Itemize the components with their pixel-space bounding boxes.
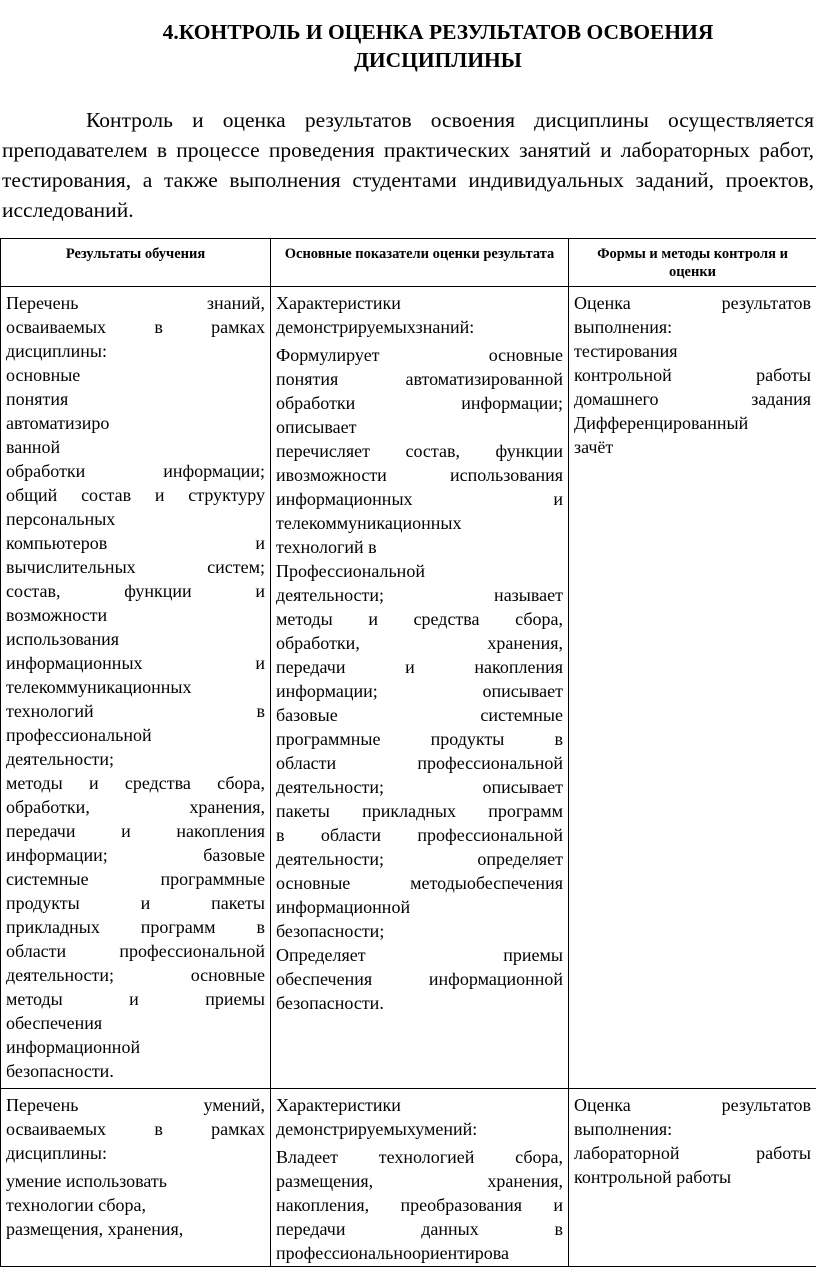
cell-line: безопасности. bbox=[276, 993, 384, 1013]
cell-line: осваиваемых в рамках bbox=[6, 317, 265, 337]
cell-line: понятия автоматизированной bbox=[276, 369, 563, 389]
cell-line: размещения, хранения, bbox=[6, 1219, 184, 1239]
cell-line: Характеристики bbox=[276, 293, 401, 313]
cell-line: безопасности. bbox=[6, 1061, 114, 1081]
cell-line: домашнего задания bbox=[574, 389, 811, 409]
cell-knowledge-results bbox=[1, 287, 271, 1089]
cell-line: обработки информации; bbox=[276, 393, 563, 413]
cell-line: передачи и накопления bbox=[6, 821, 265, 841]
assessment-table bbox=[0, 238, 816, 1267]
cell-line: обеспечения информационной bbox=[276, 969, 563, 989]
cell-line: Оценка результатов bbox=[574, 293, 811, 313]
cell-line: Характеристики bbox=[276, 1095, 401, 1115]
cell-line: технологий в bbox=[276, 537, 377, 557]
cell-line: осваиваемых в рамках bbox=[6, 1119, 265, 1139]
cell-skills-indicators bbox=[271, 1089, 569, 1267]
cell-line: программные продукты в bbox=[276, 729, 563, 749]
cell-line: компьютеров и bbox=[6, 533, 265, 553]
cell-line: Владеет технологией сбора, bbox=[276, 1147, 563, 1167]
cell-line: умение использовать bbox=[6, 1171, 167, 1191]
section-title-line-1: 4.КОНТРОЛЬ И ОЦЕНКА РЕЗУЛЬТАТОВ ОСВОЕНИЯ bbox=[162, 20, 714, 44]
cell-line: обработки, хранения, bbox=[276, 633, 563, 653]
cell-line: информационных и bbox=[6, 653, 265, 673]
cell-line: телекоммуникационных bbox=[6, 677, 192, 697]
cell-line: тестирования bbox=[574, 341, 678, 361]
cell-line: деятельности; основные bbox=[6, 965, 265, 985]
section-title bbox=[0, 18, 816, 74]
cell-line: Оценка результатов bbox=[574, 1095, 811, 1115]
cell-line: выполнения: bbox=[574, 1119, 673, 1139]
cell-line: области профессиональной bbox=[6, 941, 265, 961]
knowledge-results-text bbox=[6, 287, 265, 1083]
cell-line: передачи данных в bbox=[276, 1219, 563, 1239]
cell-line: возможности bbox=[6, 605, 108, 625]
table-row-skills bbox=[1, 1089, 816, 1267]
cell-line: Перечень знаний, bbox=[6, 293, 265, 313]
skills-results-text bbox=[6, 1089, 265, 1241]
table-row-knowledge bbox=[1, 287, 816, 1089]
intro-paragraph: Контроль и оценка результатов освоения дисциплины осуществляется преподавателем в процессе проведения практических занятий и лабораторных работ, тестирования, а также выполнения студентами индивидуальных заданий, проектов, исследований. bbox=[2, 108, 814, 222]
cell-line: прикладных программ в bbox=[6, 917, 265, 937]
cell-line: деятельности; определяет bbox=[276, 849, 563, 869]
knowledge-indicators-text bbox=[276, 287, 563, 1015]
section-title-line-2: ДИСЦИПЛИНЫ bbox=[354, 48, 522, 72]
cell-line: контрольной работы bbox=[574, 365, 811, 385]
cell-line: Определяет приемы bbox=[276, 945, 563, 965]
cell-line: Перечень умений, bbox=[6, 1095, 265, 1115]
cell-line: ивозможности использования bbox=[276, 465, 563, 485]
cell-line: технологий в bbox=[6, 701, 265, 721]
cell-line: автоматизиро bbox=[6, 413, 110, 433]
cell-line: ванной bbox=[6, 437, 61, 457]
cell-line: вычислительных систем; bbox=[6, 557, 265, 577]
cell-line: размещения, хранения, bbox=[276, 1171, 563, 1191]
cell-line: персональных bbox=[6, 509, 116, 529]
cell-line: контрольной работы bbox=[574, 1167, 732, 1187]
cell-line: продукты и пакеты bbox=[6, 893, 265, 913]
cell-skills-methods bbox=[569, 1089, 816, 1267]
cell-line: использования bbox=[6, 629, 120, 649]
cell-line: информации; базовые bbox=[6, 845, 265, 865]
cell-line: понятия bbox=[6, 389, 69, 409]
skills-methods-text bbox=[574, 1089, 811, 1189]
cell-line: области профессиональной bbox=[276, 753, 563, 773]
cell-line: обработки, хранения, bbox=[6, 797, 265, 817]
cell-line: профессиональной bbox=[6, 725, 152, 745]
cell-line: накопления, преобразования и bbox=[276, 1195, 563, 1215]
cell-line: информационной bbox=[6, 1037, 141, 1057]
cell-skills-results bbox=[1, 1089, 271, 1267]
cell-line: в области профессиональной bbox=[276, 825, 563, 845]
cell-line: общий состав и структуру bbox=[6, 485, 265, 505]
cell-line: деятельности; описывает bbox=[276, 777, 563, 797]
cell-line: обеспечения bbox=[6, 1013, 103, 1033]
cell-line: базовые системные bbox=[276, 705, 563, 725]
cell-line: демонстрируемыхзнаний: bbox=[276, 317, 475, 337]
cell-line: методы и средства сбора, bbox=[276, 609, 563, 629]
cell-line: демонстрируемыхумений: bbox=[276, 1119, 478, 1139]
cell-line: безопасности; bbox=[276, 921, 385, 941]
cell-line: информационной bbox=[276, 897, 411, 917]
cell-line: деятельности; bbox=[6, 749, 115, 769]
cell-line: информации; описывает bbox=[276, 681, 563, 701]
header-assessment-indicators: Основные показатели оценки результата bbox=[271, 239, 569, 287]
cell-line: Дифференцированный bbox=[574, 413, 749, 433]
cell-line: деятельности; называет bbox=[276, 585, 563, 605]
cell-line: дисциплины: bbox=[6, 1143, 108, 1163]
skills-indicators-text bbox=[276, 1089, 563, 1265]
cell-line: технологии сбора, bbox=[6, 1195, 147, 1215]
cell-line: методы и средства сбора, bbox=[6, 773, 265, 793]
cell-line: лабораторной работы bbox=[574, 1143, 811, 1163]
cell-line: описывает bbox=[276, 417, 357, 437]
header-learning-results: Результаты обучения bbox=[1, 239, 271, 287]
cell-line: основные методыобеспечения bbox=[276, 873, 563, 893]
cell-line: выполнения: bbox=[574, 317, 673, 337]
cell-line: обработки информации; bbox=[6, 461, 265, 481]
cell-line: дисциплины: bbox=[6, 341, 108, 361]
header-control-methods: Формы и методы контроля и оценки bbox=[569, 239, 816, 287]
table-header-row bbox=[1, 239, 816, 287]
cell-knowledge-indicators bbox=[271, 287, 569, 1089]
cell-line: профессиональноориентирова bbox=[276, 1243, 509, 1263]
cell-line: перечисляет состав, функции bbox=[276, 441, 563, 461]
cell-line: пакеты прикладных программ bbox=[276, 801, 563, 821]
cell-line: телекоммуникационных bbox=[276, 513, 462, 533]
cell-line: системные программные bbox=[6, 869, 265, 889]
cell-line: информационных и bbox=[276, 489, 563, 509]
cell-line: основные bbox=[6, 365, 81, 385]
cell-line: передачи и накопления bbox=[276, 657, 563, 677]
cell-line: Формулирует основные bbox=[276, 345, 563, 365]
cell-line: методы и приемы bbox=[6, 989, 265, 1009]
cell-line: зачёт bbox=[574, 437, 614, 457]
cell-line: Профессиональной bbox=[276, 561, 425, 581]
cell-line: состав, функции и bbox=[6, 581, 265, 601]
cell-knowledge-methods bbox=[569, 287, 816, 1089]
knowledge-methods-text bbox=[574, 287, 811, 459]
